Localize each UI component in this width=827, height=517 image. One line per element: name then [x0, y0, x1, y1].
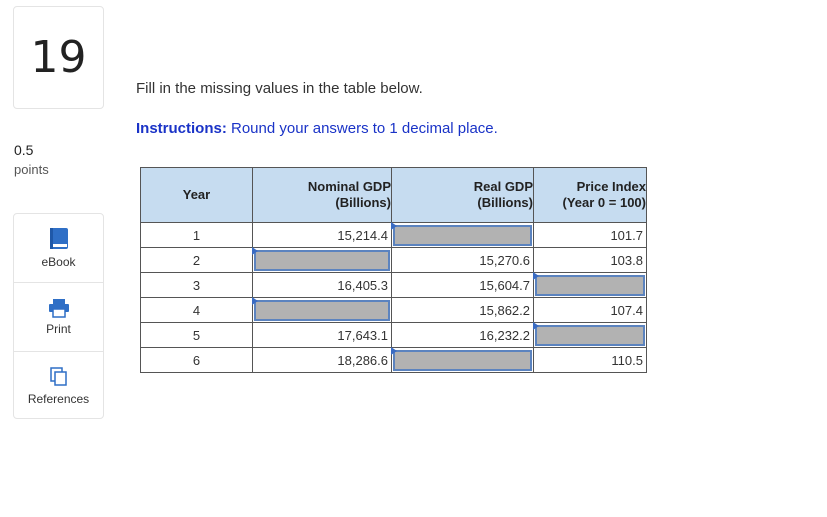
price-index-cell: 110.5: [534, 348, 647, 373]
references-label: References: [27, 392, 90, 406]
instructions: [136, 120, 498, 137]
year-cell: 4: [141, 298, 253, 323]
input-flag-icon: [391, 222, 397, 230]
price-index-cell: 107.4: [534, 298, 647, 323]
tools-panel: [13, 213, 104, 419]
instructions-text: Round your answers to 1 decimal place.: [226, 120, 498, 137]
header-price-line2: (Year 0 = 100): [562, 195, 646, 210]
table-row: [141, 298, 647, 323]
references-icon: [49, 366, 69, 388]
nominal-gdp-cell: 16,405.3: [253, 273, 392, 298]
question-number: 19: [30, 32, 87, 83]
table-row: [141, 273, 647, 298]
nominal-gdp-input-cell: [253, 248, 392, 273]
header-nominal-line1: Nominal GDP: [307, 179, 391, 194]
ebook-button[interactable]: [14, 214, 103, 283]
input-flag-icon: [533, 322, 539, 330]
header-year: [141, 168, 253, 223]
price-index-cell: 103.8: [534, 248, 647, 273]
input-flag-icon: [252, 247, 258, 255]
table-row: [141, 323, 647, 348]
real-gdp-cell: 15,270.6: [392, 248, 534, 273]
year-cell: 2: [141, 248, 253, 273]
header-real-line2: (Billions): [477, 195, 533, 210]
header-price-index: [534, 168, 647, 223]
print-label: Print: [46, 322, 71, 336]
header-real-gdp: [392, 168, 534, 223]
year-cell: 6: [141, 348, 253, 373]
table-row: [141, 248, 647, 273]
year-cell: 5: [141, 323, 253, 348]
real-gdp-cell: 15,604.7: [392, 273, 534, 298]
price-index-input-year5[interactable]: [535, 325, 645, 346]
gdp-table: [140, 167, 647, 373]
year-cell: 1: [141, 223, 253, 248]
question-number-box: [13, 6, 104, 109]
nominal-gdp-cell: 18,286.6: [253, 348, 392, 373]
real-gdp-input-cell: [392, 223, 534, 248]
header-year-label: Year: [182, 187, 211, 202]
points-value: 0.5: [14, 142, 34, 158]
price-index-cell: 101.7: [534, 223, 647, 248]
real-gdp-input-cell: [392, 348, 534, 373]
nominal-gdp-cell: 17,643.1: [253, 323, 392, 348]
price-index-input-cell: [534, 323, 647, 348]
header-price-line1: Price Index: [576, 179, 646, 194]
instructions-label: Instructions:: [136, 120, 227, 137]
price-index-input-year3[interactable]: [535, 275, 645, 296]
book-icon: [48, 227, 70, 251]
print-button[interactable]: [14, 283, 103, 352]
real-gdp-cell: 16,232.2: [392, 323, 534, 348]
price-index-input-cell: [534, 273, 647, 298]
year-cell: 3: [141, 273, 253, 298]
table-row: [141, 223, 647, 248]
input-flag-icon: [533, 272, 539, 280]
points-label: points: [14, 162, 49, 177]
header-nominal-gdp: [253, 168, 392, 223]
nominal-gdp-cell: 15,214.4: [253, 223, 392, 248]
input-flag-icon: [252, 297, 258, 305]
real-gdp-input-year1[interactable]: [393, 225, 532, 246]
nominal-gdp-input-year2[interactable]: [254, 250, 390, 271]
input-flag-icon: [391, 347, 397, 355]
ebook-label: eBook: [41, 255, 76, 269]
real-gdp-input-year6[interactable]: [393, 350, 532, 371]
nominal-gdp-input-cell: [253, 298, 392, 323]
question-prompt: Fill in the missing values in the table below.: [136, 80, 423, 97]
real-gdp-cell: 15,862.2: [392, 298, 534, 323]
references-button[interactable]: [14, 352, 103, 420]
header-nominal-line2: (Billions): [335, 195, 391, 210]
printer-icon: [48, 298, 70, 318]
table-row: [141, 348, 647, 373]
table-header-row: [141, 168, 647, 223]
nominal-gdp-input-year4[interactable]: [254, 300, 390, 321]
header-real-line1: Real GDP: [473, 179, 533, 194]
